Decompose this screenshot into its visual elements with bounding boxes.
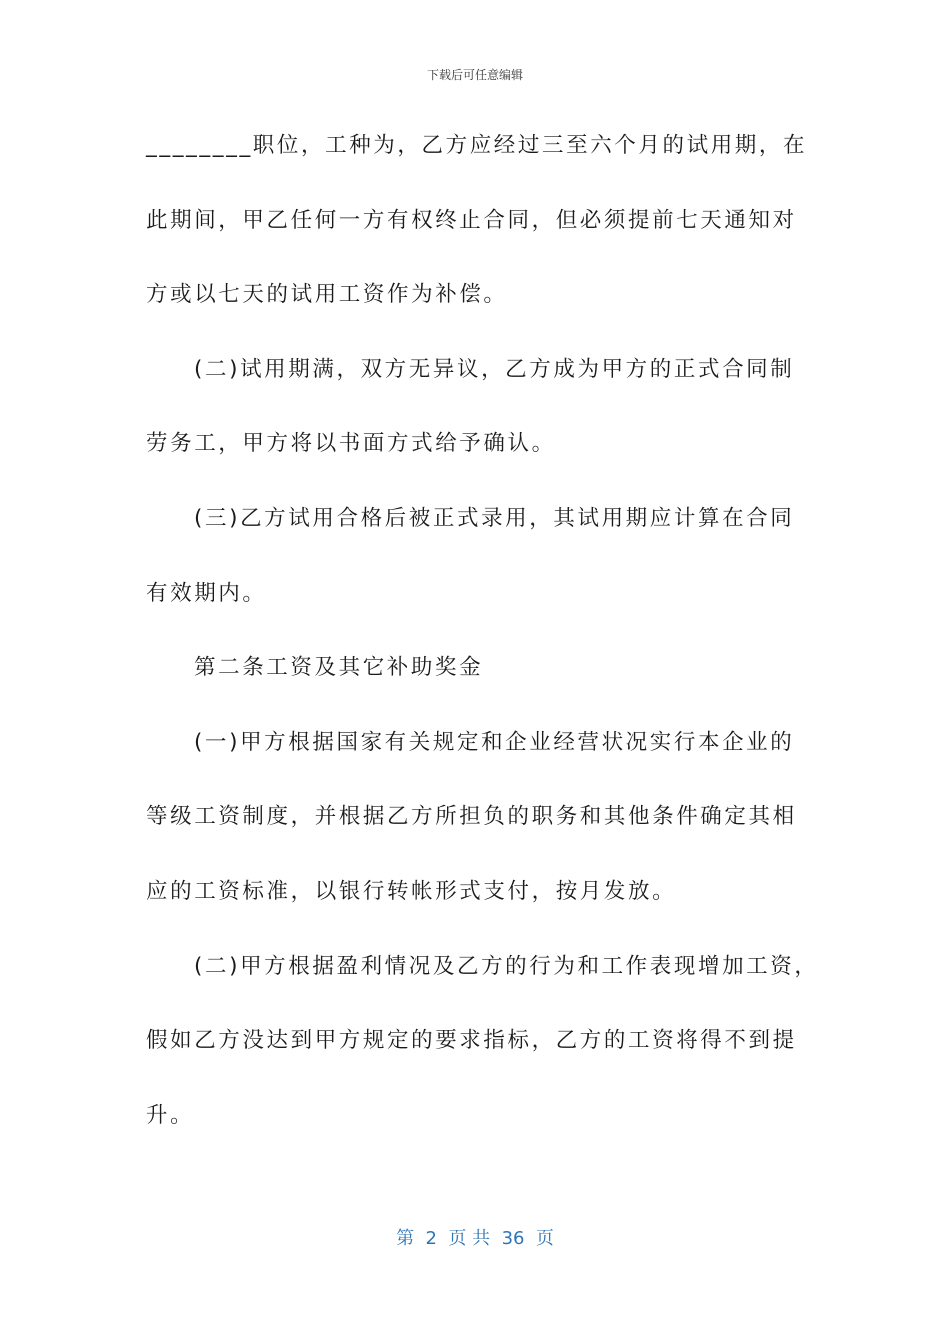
text-line-10: 等级工资制度，并根据乙方所担负的职务和其他条件确定其相 <box>146 804 797 830</box>
text-line-14: 升。 <box>146 1102 195 1128</box>
document-body <box>146 126 819 1170</box>
text-line-7: 有效期内。 <box>146 580 267 606</box>
paragraph-wage-increase: (二)甲方根据盈利情况及乙方的行为和工作表现增加工资， <box>194 953 819 979</box>
page-header: 下载后可任意编辑 <box>426 68 523 82</box>
paragraph-probation-end: (二)试用期满，双方无异议，乙方成为甲方的正式合同制 <box>194 356 795 382</box>
text-line-11: 应的工资标准，以银行转帐形式支付，按月发放。 <box>146 878 677 904</box>
text-line-3: 方或以七天的试用工资作为补偿。 <box>146 282 508 308</box>
text-line-2: 此期间，甲乙任何一方有权终止合同，但必须提前七天通知对 <box>146 207 797 233</box>
paragraph-wage-system: (一)甲方根据国家有关规定和企业经营状况实行本企业的 <box>194 729 795 755</box>
text-line-13: 假如乙方没达到甲方规定的要求指标，乙方的工资将得不到提 <box>146 1028 797 1054</box>
page-number-footer: 第 2 页 共 36 页 <box>396 1228 554 1249</box>
paragraph-probation-count: (三)乙方试用合格后被正式录用，其试用期应计算在合同 <box>194 505 795 531</box>
text-line-5: 劳务工，甲方将以书面方式给予确认。 <box>146 431 556 457</box>
article-heading-wages: 第二条工资及其它补助奖金 <box>194 655 484 681</box>
text-line-1: ________职位，工种为，乙方应经过三至六个月的试用期，在 <box>146 133 808 158</box>
